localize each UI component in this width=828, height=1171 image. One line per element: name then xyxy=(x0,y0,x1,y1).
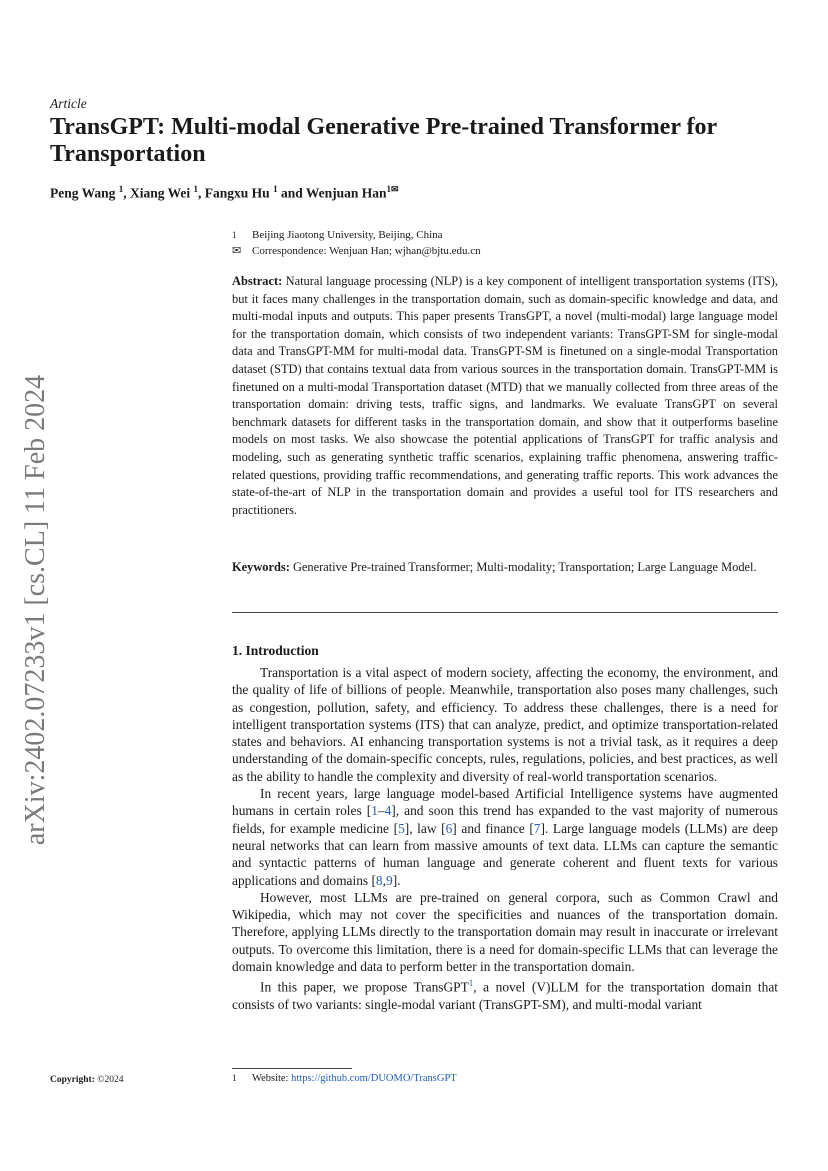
intro-paragraph-3: However, most LLMs are pre-trained on general corpora, such as Common Crawl and Wikipedia, which may not cover the specificities and nuances of the transportation domain. Therefore, applying LLMs directly to the transportation domain may result in inaccurate or irrelevant outputs. To overcome this limitation, there is a need for domain-specific LLMs that can leverage the domain knowledge and data to perform better in the transportation domain. xyxy=(232,889,778,975)
text-run: ]. xyxy=(392,872,401,888)
citation-link[interactable]: 9 xyxy=(385,872,393,888)
text-run: , a novel (V)LLM for the transportation domain that consists of two variants: single-modal variant (TransGPT-SM), and multi-modal variant xyxy=(232,979,778,1013)
affiliation-mark: 1 xyxy=(232,230,237,240)
section-heading: 1. Introduction xyxy=(232,643,319,658)
author-name: Xiang Wei xyxy=(130,185,191,201)
correspondence-text: Correspondence: Wenjuan Han; wjhan@bjtu.edu.cn xyxy=(252,245,481,257)
citation-link[interactable]: 8 xyxy=(375,872,383,888)
text-run: In this paper, we propose TransGPT xyxy=(260,979,469,995)
text-run: In recent years, large language model-based Artificial Intelligence systems have augmented humans in certain roles [ xyxy=(232,786,778,819)
copyright-value: ©2024 xyxy=(97,1075,124,1085)
copyright-label: Copyright: xyxy=(50,1075,95,1085)
author-separator: and xyxy=(277,185,306,201)
citation-link[interactable]: 6 xyxy=(445,820,453,836)
section-divider xyxy=(232,612,778,613)
envelope-icon: ✉ xyxy=(232,245,242,257)
article-label: Article xyxy=(50,96,87,111)
footnote-divider xyxy=(232,1068,352,1069)
introduction-body xyxy=(232,664,778,1013)
author-affiliation-mark: 1 xyxy=(118,184,124,194)
author-list xyxy=(50,184,399,202)
keywords-text: Generative Pre-trained Transformer; Multi-modality; Transportation; Large Language Model. xyxy=(292,560,757,574)
footnote-label: Website: xyxy=(252,1073,292,1084)
footnote-mark: 1 xyxy=(232,1073,237,1083)
text-run: ], law [ xyxy=(404,820,446,836)
keywords xyxy=(232,559,778,577)
abstract xyxy=(232,273,778,519)
author-name: Fangxu Hu xyxy=(204,185,270,201)
text-run: , xyxy=(382,872,386,888)
intro-paragraph-4 xyxy=(232,975,778,1013)
affiliation-line xyxy=(232,228,443,242)
author-affiliation-mark: 1 xyxy=(273,184,278,194)
citation-link[interactable]: 5 xyxy=(398,820,405,836)
citation-link[interactable]: 7 xyxy=(533,820,541,836)
paper-title: TransGPT: Multi-modal Generative Pre-trained Transformer for Transportation xyxy=(50,114,717,167)
abstract-text: Natural language processing (NLP) is a key component of intelligent transportation systems (ITS), but it faces many challenges in the transportation domain, such as domain-specific knowledge and data, and multi-modal inputs and outputs. This paper presents TransGPT, a novel (multi-modal) large language model for the transportation domain, which consists of two independent variants: TransGPT-SM for single-modal data and TransGPT-MM for multi-modal data. TransGPT-SM is finetuned on a single-modal Transportation dataset (STD) that contains textual data from various sources in the transportation domain. TransGPT-MM is finetuned on a multi-modal Transportation dataset (MTD) that we manually collected from three areas of the transportation domain: driving tests, traffic signs, and landmarks. We evaluate TransGPT on several benchmark datasets for different tasks in the transportation domain, and show that it outperforms baseline models on most tasks. We also showcase the potential applications of TransGPT for traffic analysis and modeling, such as generating synthetic traffic scenarios, explaining traffic phenomena, answering traffic-related questions, providing traffic recommendations, and generating traffic reports. This work advances the state-of-the-art of NLP in the transportation domain and provides a useful tool for ITS researchers and practitioners. xyxy=(232,274,778,517)
intro-paragraph-1: Transportation is a vital aspect of modern society, affecting the economy, the environment, and the quality of life of billions of people. Meanwhile, transportation also poses many challenges, such as congestion, pollution, safety, and efficiency. To address these challenges, there is a need for intelligent transportation systems (ITS) that can analyze, predict, and optimize transportation-related states and behaviors. AI enhancing transportation systems is not a trivial task, as it requires a deep understanding of the domain-specific concepts, rules, regulations, policies, and best practices, as well as the ability to handle the complexity and diversity of real-world transportation scenarios. xyxy=(232,665,778,784)
arxiv-identifier: arXiv:2402.07233v1 [cs.CL] 11 Feb 2024 xyxy=(20,374,51,846)
footnote-ref-link[interactable]: 1 xyxy=(468,978,474,989)
author-separator: , xyxy=(123,185,131,201)
affiliation-text: Beijing Jiaotong University, Beijing, China xyxy=(252,229,443,241)
correspondence-line xyxy=(232,244,481,258)
copyright xyxy=(50,1075,123,1085)
author-name: Wenjuan Han xyxy=(305,185,387,201)
author-affiliation-mark: 1✉ xyxy=(386,184,399,194)
author-separator: , xyxy=(198,185,205,201)
text-run: ] and finance [ xyxy=(452,820,534,836)
author-affiliation-mark: 1 xyxy=(193,184,199,194)
text-run: ]. Large language models (LLMs) are deep neural networks that can learn from massive amounts of text data. LLMs can capture the semantic and syntactic patterns of human language and generate coherent and fluent texts for various applications and domains [ xyxy=(232,820,778,888)
footnote xyxy=(232,1073,457,1084)
author-name: Peng Wang xyxy=(50,185,116,201)
citation-link[interactable]: 4 xyxy=(384,803,392,819)
abstract-label: Abstract: xyxy=(232,274,283,288)
text-run: ], and soon this trend has expanded to the vast majority of numerous fields, for example medicine [ xyxy=(232,803,778,836)
intro-paragraph-2 xyxy=(232,785,778,889)
text-run: – xyxy=(377,803,385,819)
keywords-label: Keywords: xyxy=(232,560,290,574)
footnote-website-link[interactable]: https://github.com/DUOMO/TransGPT xyxy=(291,1073,457,1084)
citation-link[interactable]: 1 xyxy=(371,803,378,819)
